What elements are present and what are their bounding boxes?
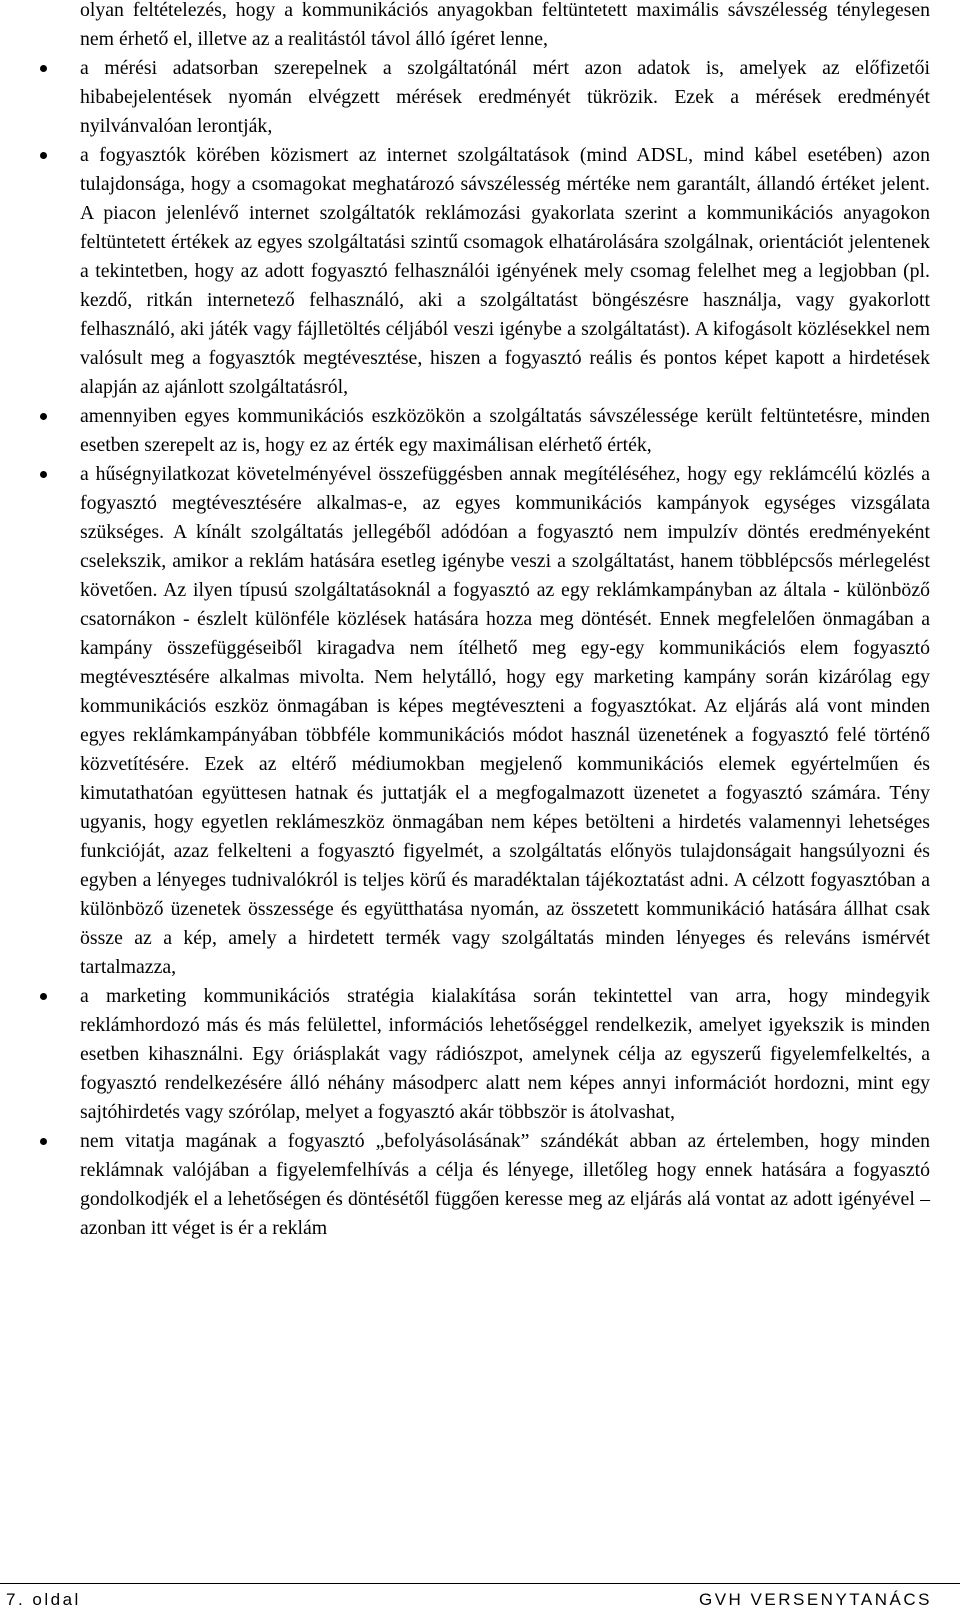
list-item-text: a fogyasztók körében közismert az internet szolgáltatások (mind ADSL, mind kábel esetében) azon tulajdonsága, hogy a csomagokat meghatározó sávszélesség mértéke nem garantált, állandó értéket jelent. A piacon jelenlévő internet szolgáltatók reklámozási gyakorlata szerint a kommunikációs anyagokon feltüntetett értékek az egyes szolgáltatási szintű csomagok elhatárolására szolgálnak, orientációt jelentenek a tekintetben, hogy az adott fogyasztó felhasználói igényének mely csomag felelhet meg a legjobban (pl. kezdő, ritkán internetező felhasználó, aki a szolgáltatást böngészésre használja, vagy gyakorlott felhasználó, aki játék vagy fájlletöltés céljából veszi igénybe a szolgáltatást). A kifogásolt közlésekkel nem valósult meg a fogyasztók megtévesztése, hiszen a fogyasztó reális és pontos képet kapott a hirdetések alapján az ajánlott szolgáltatásról,: [80, 144, 930, 398]
page-footer: [6, 1590, 932, 1612]
bullet-list: [80, 54, 930, 1243]
list-item: [80, 1127, 930, 1243]
list-item: [80, 460, 930, 982]
bullet-icon: [40, 152, 47, 159]
bullet-icon: [40, 1138, 47, 1145]
list-item-text: a mérési adatsorban szerepelnek a szolgáltatónál mért azon adatok is, amelyek az előfizetői hibabejelentések nyomán elvégzett mérések eredményét tükrözik. Ezek a mérések eredményét nyilvánvalóan lerontják,: [80, 57, 930, 137]
list-item-text: amennyiben egyes kommunikációs eszközökön a szolgáltatás sávszélessége került feltüntetésre, minden esetben szerepelt az is, hogy ez az érték egy maximálisan elérhető érték,: [80, 405, 930, 456]
list-item-text: a marketing kommunikációs stratégia kialakítása során tekintettel van arra, hogy mindegyik reklámhordozó más és más felülettel, információs lehetőséggel rendelkezik, amelyet igyekszik is minden esetben kihasználni. Egy óriásplakát vagy rádiószpot, amelynek célja az egyszerű figyelemfelkeltés, a fogyasztó rendelkezésére álló néhány másodperc alatt nem képes annyi információt hordozni, mint egy sajtóhirdetés vagy szórólap, melyet a fogyasztó akár többször is átolvashat,: [80, 985, 930, 1123]
footer-divider: [0, 1583, 960, 1584]
list-item: [80, 982, 930, 1127]
list-item-text: nem vitatja magának a fogyasztó „befolyásolásának” szándékát abban az értelemben, hogy minden reklámnak valójában a figyelemfelhívás a célja és lényege, illetőleg hogy ennek hatására a fogyasztó gondolkodjék el a lehetőségen és döntésétől függően keresse meg az eljárás alá vontat az adott igényével – azonban itt véget is ér a reklám: [80, 1130, 930, 1239]
footer-organization: GVH VERSENYTANÁCS: [698, 1590, 932, 1609]
list-item: [80, 141, 930, 402]
list-item: [80, 402, 930, 460]
bullet-icon: [40, 65, 47, 72]
bullet-icon: [40, 413, 47, 420]
list-item: [80, 54, 930, 141]
list-item-text: a hűségnyilatkozat követelményével összefüggésben annak megítéléséhez, hogy egy reklámcélú közlés a fogyasztó megtévesztésére alkalmas-e, az egyes kommunikációs kampányok egységes vizsgálata szükséges. A kínált szolgáltatás jellegéből adódóan a fogyasztó nem impulzív döntés eredményeként cselekszik, amikor a reklám hatására esetleg igénybe veszi a szolgáltatást, hanem többlépcsős mérlegelést követően. Az ilyen típusú szolgáltatásoknál a fogyasztó az egy reklámkampányban az általa - különböző csatornákon - észlelt különféle közlések hatására hozza meg döntését. Ennek megfelelően önmagában a kampány összefüggéseiből kiragadva nem ítélhető meg egy-egy kommunikációs elem fogyasztó megtévesztésére alkalmas mivolta. Nem helytálló, hogy egy marketing kampány során kizárólag egy kommunikációs eszköz önmagában is képes megtéveszteni a fogyasztókat. Az eljárás alá vont minden egyes reklámkampányában többféle kommunikációs módot használ üzenetének a fogyasztó felé történő közvetítésére. Ezek az eltérő médiumokban megjelenő kommunikációs elemek egyértelműen és kimutathatóan együttesen hatnak és juttatják el a megfogalmazott üzenetet a fogyasztó számára. Tény ugyanis, hogy egyetlen reklámeszköz önmagában nem képes betölteni a hirdetés valamennyi lehetséges funkcióját, azaz felkelteni a fogyasztó figyelmét, a szolgáltatás előnyös tulajdonságait hangsúlyozni és egyben a lényeges tudnivalókról is teljes körű és maradéktalan tájékoztatást adni. A célzott fogyasztóban a különböző üzenetek összessége és együtthatása nyomán, az összetett kommunikáció hatására állhat csak össze az a kép, amely a hirdetett termék vagy szolgáltatás minden lényeges és releváns ismérvét tartalmazza,: [80, 463, 930, 978]
document-body: [80, 0, 930, 1243]
bullet-icon: [40, 471, 47, 478]
intro-paragraph: olyan feltételezés, hogy a kommunikációs anyagokban feltüntetett maximális sávszélesség ténylegesen nem érhető el, illetve az a realitástól távol álló ígéret lenne,: [80, 0, 930, 50]
page-number: 7. oldal: [6, 1590, 81, 1609]
bullet-icon: [40, 993, 47, 1000]
